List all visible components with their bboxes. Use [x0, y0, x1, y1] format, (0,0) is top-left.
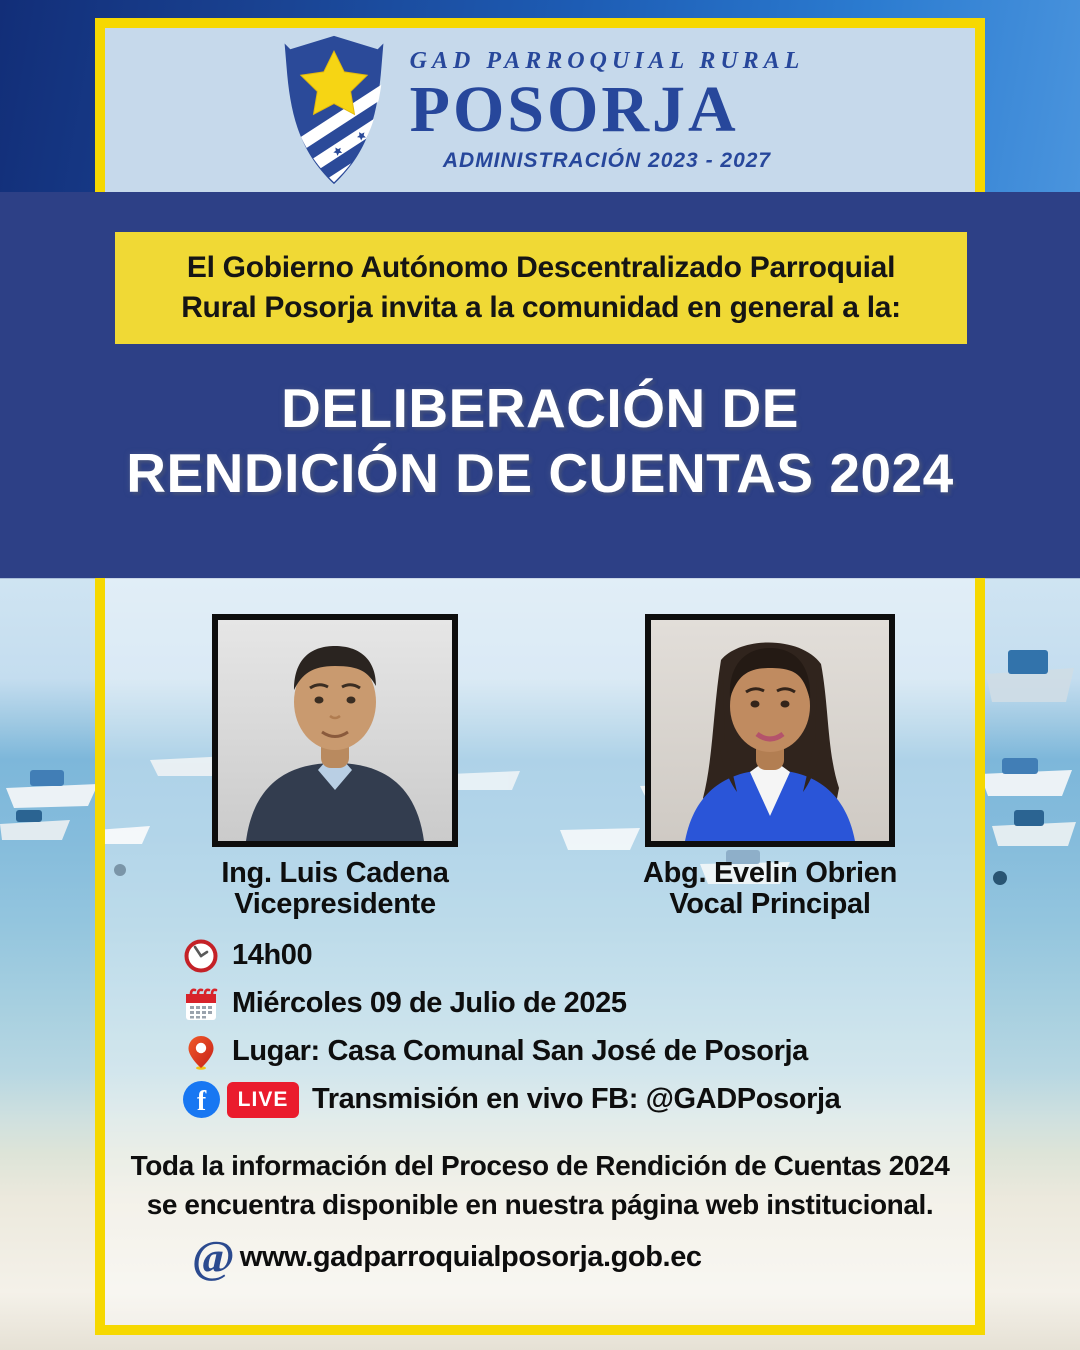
- caption-luis-cadena: [150, 858, 520, 919]
- portrait-photo-luis-cadena: [212, 614, 458, 847]
- stream-text: Transmisión en vivo FB: @GADPosorja: [312, 1083, 841, 1115]
- event-details-list: [183, 936, 840, 1119]
- footer-info-text: [120, 1146, 960, 1224]
- gad-posorja-logo: [105, 28, 975, 192]
- at-icon: @: [192, 1231, 235, 1282]
- event-title: [0, 376, 1080, 506]
- logo-admin-line: ADMINISTRACIÓN 2023 - 2027: [442, 148, 772, 172]
- logo-name: POSORJA: [409, 72, 739, 146]
- invitation-line-2: Rural Posorja invita a la comunidad en general a la:: [181, 291, 901, 324]
- logo-text-block: [410, 48, 805, 173]
- live-badge: LIVE: [227, 1082, 299, 1118]
- shield-star-logo-icon: [276, 34, 392, 186]
- location-pin-icon: [183, 1034, 219, 1070]
- footer-info-line-1: Toda la información del Proceso de Rendición de Cuentas 2024: [130, 1150, 950, 1181]
- time-text: 14h00: [232, 939, 313, 971]
- person-role: Vocal Principal: [669, 887, 871, 920]
- place-text: Lugar: Casa Comunal San José de Posorja: [232, 1035, 808, 1067]
- website-url: www.gadparroquialposorja.gob.ec: [239, 1240, 702, 1273]
- person-role: Vicepresidente: [234, 887, 436, 920]
- clock-icon: [183, 938, 219, 974]
- person-name: Abg. Evelin Obrien: [642, 857, 898, 889]
- footer-info-line-2: se encuentra disponible en nuestra página web institucional.: [146, 1189, 934, 1221]
- invitation-line-1: El Gobierno Autónomo Descentralizado Parroquial: [186, 251, 896, 285]
- website-row: [192, 1232, 702, 1282]
- person-name: Ing. Luis Cadena: [221, 857, 449, 889]
- event-title-line-1: DELIBERACIÓN DE: [281, 377, 799, 439]
- detail-place: [183, 1032, 840, 1071]
- detail-live-stream: [183, 1080, 840, 1119]
- event-title-line-2: RENDICIÓN DE CUENTAS 2024: [126, 441, 954, 504]
- caption-evelin-obrien: [585, 858, 955, 919]
- detail-date: [183, 984, 840, 1023]
- portrait-photo-evelin-obrien: [645, 614, 895, 847]
- detail-time: [183, 936, 840, 975]
- invitation-banner: [115, 232, 967, 344]
- facebook-icon: f: [183, 1081, 220, 1118]
- calendar-icon: [183, 986, 219, 1022]
- date-text: Miércoles 09 de Julio de 2025: [232, 987, 627, 1019]
- logo-top-line: GAD PARROQUIAL RURAL: [409, 47, 805, 74]
